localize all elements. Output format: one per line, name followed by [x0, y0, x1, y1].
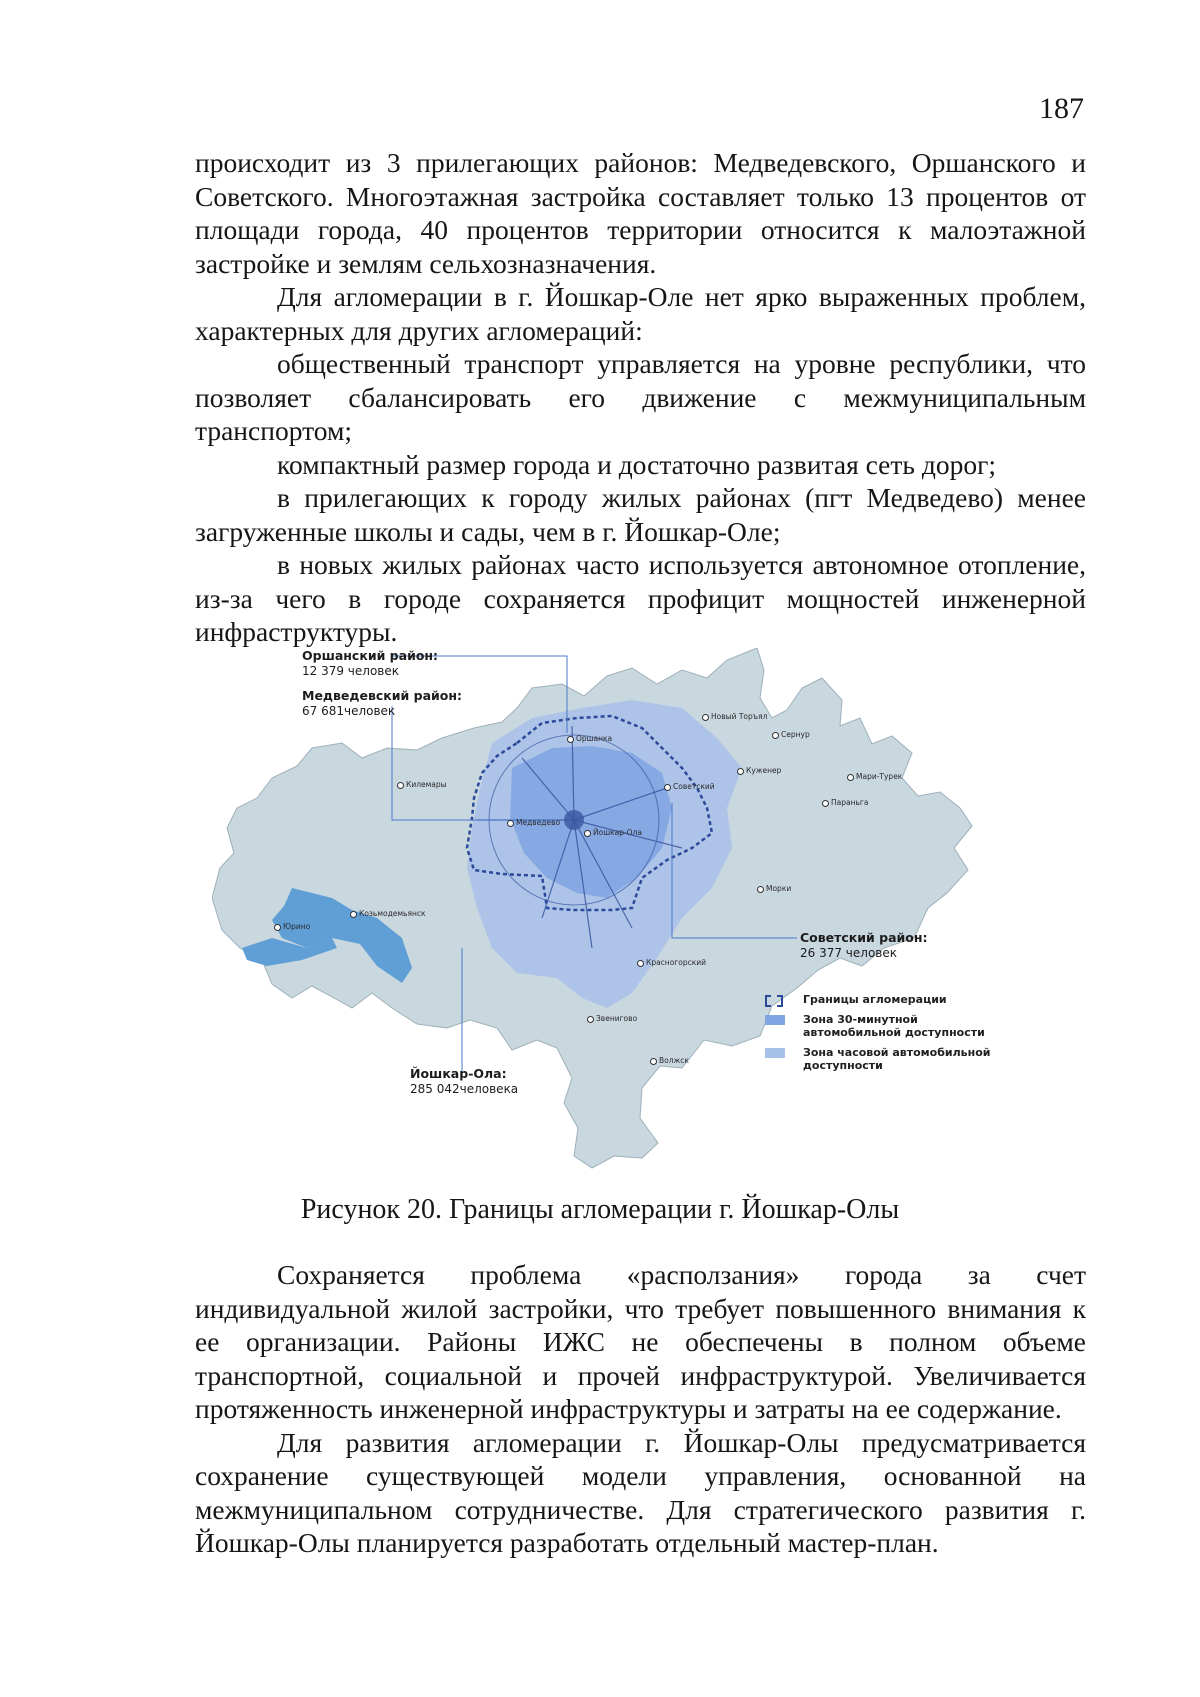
text-block-top: [195, 146, 1086, 649]
legend-item-zone30: Зона 30-минутной автомобильной доступности: [765, 1013, 993, 1039]
boundary-swatch: [765, 995, 783, 1007]
map-legend: [765, 993, 993, 1079]
list-item: компактный размер города и достаточно развитая сеть дорог;: [277, 448, 996, 480]
legend-item-boundary: Границы агломерации: [765, 993, 993, 1006]
zone30-swatch: [765, 1015, 785, 1025]
place-label: Морки: [757, 884, 791, 893]
callout-medvedevsky: [302, 688, 462, 719]
callout-value: 67 681человек: [302, 704, 396, 718]
map-graphic: [212, 648, 1072, 1188]
city-center-marker: [564, 810, 584, 830]
figure-caption: Рисунок 20. Границы агломерации г. Йошкар-Олы: [300, 1194, 900, 1225]
place-label: Йошкар-Ола: [584, 828, 642, 837]
place-label: Сернур: [772, 730, 810, 739]
place-label: Волжск: [650, 1056, 689, 1065]
legend-item-zone60: Зона часовой автомобильной доступности: [765, 1046, 993, 1072]
callout-yoshkar-ola: [410, 1066, 518, 1097]
list-item: в прилегающих к городу жилых районах (пгт Медведево) менее загруженные школы и сады, чем в г. Йошкар-Оле;: [195, 482, 1086, 547]
paragraph: Сохраняется проблема «расползания» города за счет индивидуальной жилой застройки, что требует повышенного внимания к ее организации. Районы ИЖС не обеспечены в полном объеме транспортной, социальной и прочей инфраструктурой. Увеличивается протяженность инженерной инфраструктуры и затраты на ее содержание.: [195, 1259, 1086, 1424]
agglomeration-map: [212, 648, 1072, 1188]
callout-title: Оршанский район:: [302, 648, 439, 663]
place-label: Килемары: [397, 780, 447, 789]
callout-value: 26 377 человек: [800, 946, 897, 960]
place-label: Новый Торъял: [702, 712, 767, 721]
callout-orshansky: [302, 648, 438, 679]
place-label: Оршанка: [567, 734, 612, 743]
place-label: Параньга: [822, 798, 868, 807]
page-number: 187: [1039, 92, 1084, 125]
callout-sovetsky: [800, 930, 928, 961]
place-label: Козьмодемьянск: [350, 909, 426, 918]
list-item: общественный транспорт управляется на уровне республики, что позволяет сбалансировать его движение с межмуниципальным транспортом;: [195, 348, 1086, 446]
callout-title: Советский район:: [800, 930, 928, 945]
paragraph: Для агломерации в г. Йошкар-Оле нет ярко выраженных проблем, характерных для других агломераций:: [195, 281, 1086, 346]
callout-title: Медведевский район:: [302, 688, 463, 703]
paragraph: происходит из 3 прилегающих районов: Медведевского, Оршанского и Советского. Многоэтажная застройка составляет только 13 процентов от площади города, 40 процентов территории относится к малоэтажной застройке и землям сельхозназначения.: [195, 147, 1086, 279]
place-label: Красногорский: [637, 958, 706, 967]
callout-value: 12 379 человек: [302, 664, 399, 678]
place-label: Медведево: [507, 818, 560, 827]
callout-title: Йошкар-Ола:: [410, 1066, 507, 1081]
place-label: Мари-Турек: [847, 772, 902, 781]
text-block-bottom: [195, 1258, 1086, 1560]
place-label: Куженер: [737, 766, 781, 775]
paragraph: Для развития агломерации г. Йошкар-Олы предусматривается сохранение существующей модели управления, основанной на межмуниципальном сотрудничестве. Для стратегического развития г. Йошкар-Олы планируется разработать отдельный мастер-план.: [195, 1426, 1086, 1558]
place-label: Юрино: [274, 922, 310, 931]
place-label: Советский: [664, 782, 715, 791]
list-item: в новых жилых районах часто используется автономное отопление, из-за чего в городе сохраняется профицит мощностей инженерной инфраструктуры.: [195, 549, 1086, 647]
callout-value: 285 042человека: [410, 1082, 519, 1096]
place-label: Звенигово: [587, 1014, 637, 1023]
zone60-swatch: [765, 1048, 785, 1058]
